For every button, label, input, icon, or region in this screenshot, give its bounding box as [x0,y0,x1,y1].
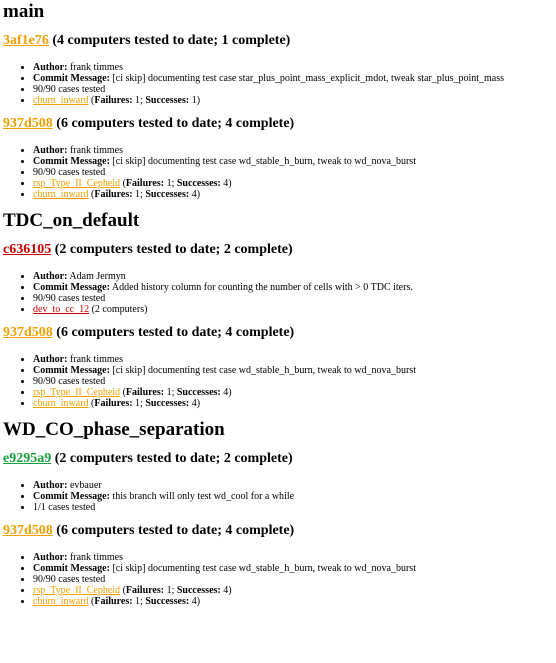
test-result-item: • cburn_inward (Failures: 1; Successes: 4) [33,596,556,607]
commit-summary: (6 computers tested to date; 4 complete) [56,325,295,340]
cases-tested-item: • 90/90 cases tested [33,376,556,387]
author-item: • Author: frank timmes [33,62,556,73]
test-result-item: • cburn_inward (Failures: 1; Successes: 1) [33,95,556,106]
commit-heading [3,450,556,468]
commit-hash-link[interactable]: c636105 [3,242,52,257]
branch-heading-main: main [3,1,45,22]
commit-hash-link[interactable]: 937d508 [3,523,53,538]
commit-message-item: • Commit Message: this branch will only test wd_cool for a while [33,491,556,502]
commit-summary: (6 computers tested to date; 4 complete) [56,523,295,538]
test-link[interactable]: rsp_Type_II_Cepheid [33,585,121,596]
commit-details [3,354,556,409]
test-link[interactable]: cburn_inward [33,398,89,409]
test-result-item: • cburn_inward (Failures: 1; Successes: 4) [33,398,556,409]
commit-details [3,552,556,607]
cases-tested-item: • 90/90 cases tested [33,574,556,585]
test-result-item: • rsp_Type_II_Cepheid (Failures: 1; Successes: 4) [33,387,556,398]
cases-tested-item: • 90/90 cases tested [33,84,556,95]
commit-summary: (2 computers tested to date; 2 complete) [54,242,293,257]
commit-details [3,62,556,106]
commit-hash-link[interactable]: e9295a9 [3,451,52,466]
test-result-item: • cburn_inward (Failures: 1; Successes: 4) [33,189,556,200]
commit-heading [3,522,556,540]
commit-summary: (2 computers tested to date; 2 complete) [54,451,293,466]
commit-message-item: • Commit Message: Added history column for counting the number of cells with > 0 TDC iters. [33,282,556,293]
test-link[interactable]: cburn_inward [33,189,89,200]
commit-details [3,271,556,315]
branch-heading-wd-co-phase-separation: WD_CO_phase_separation [3,419,225,440]
cases-tested-item: • 90/90 cases tested [33,167,556,178]
author-item: • Author: frank timmes [33,145,556,156]
test-link[interactable]: rsp_Type_II_Cepheid [33,178,121,189]
commit-message-item: • Commit Message: [ci skip] documenting test case wd_stable_h_burn, tweak to wd_nova_burst [33,156,556,167]
test-link[interactable]: dev_to_cc_12 [33,304,90,315]
cases-tested-item: • 90/90 cases tested [33,293,556,304]
commit-hash-link[interactable]: 937d508 [3,325,53,340]
commit-summary: (4 computers tested to date; 1 complete) [52,33,291,48]
test-link[interactable]: cburn_inward [33,95,89,106]
commit-message-item: • Commit Message: [ci skip] documenting test case wd_stable_h_burn, tweak to wd_nova_burst [33,563,556,574]
author-item: • Author: evbauer [33,480,556,491]
author-item: • Author: frank timmes [33,354,556,365]
test-link[interactable]: rsp_Type_II_Cepheid [33,387,121,398]
commit-hash-link[interactable]: 937d508 [3,116,53,131]
test-result-item: • dev_to_cc_12 (2 computers) [33,304,556,315]
commit-message-item: • Commit Message: [ci skip] documenting test case wd_stable_h_burn, tweak to wd_nova_burst [33,365,556,376]
author-item: • Author: frank timmes [33,552,556,563]
commit-hash-link[interactable]: 3af1e76 [3,33,49,48]
commit-heading [3,115,556,133]
author-item: • Author: Adam Jermyn [33,271,556,282]
test-result-item: • rsp_Type_II_Cepheid (Failures: 1; Successes: 4) [33,178,556,189]
cases-tested-item: • 1/1 cases tested [33,502,556,513]
commit-heading [3,324,556,342]
commit-details [3,145,556,200]
commit-heading [3,32,556,50]
test-link[interactable]: cburn_inward [33,596,89,607]
commit-details [3,480,556,513]
commit-message-item: • Commit Message: [ci skip] documenting test case star_plus_point_mass_explicit_mdot, tweak star_plus_point_mass [33,73,556,84]
commit-heading [3,241,556,259]
test-result-item: • rsp_Type_II_Cepheid (Failures: 1; Successes: 4) [33,585,556,596]
commit-summary: (6 computers tested to date; 4 complete) [56,116,295,131]
branch-heading-tdc-on-default: TDC_on_default [3,210,140,231]
